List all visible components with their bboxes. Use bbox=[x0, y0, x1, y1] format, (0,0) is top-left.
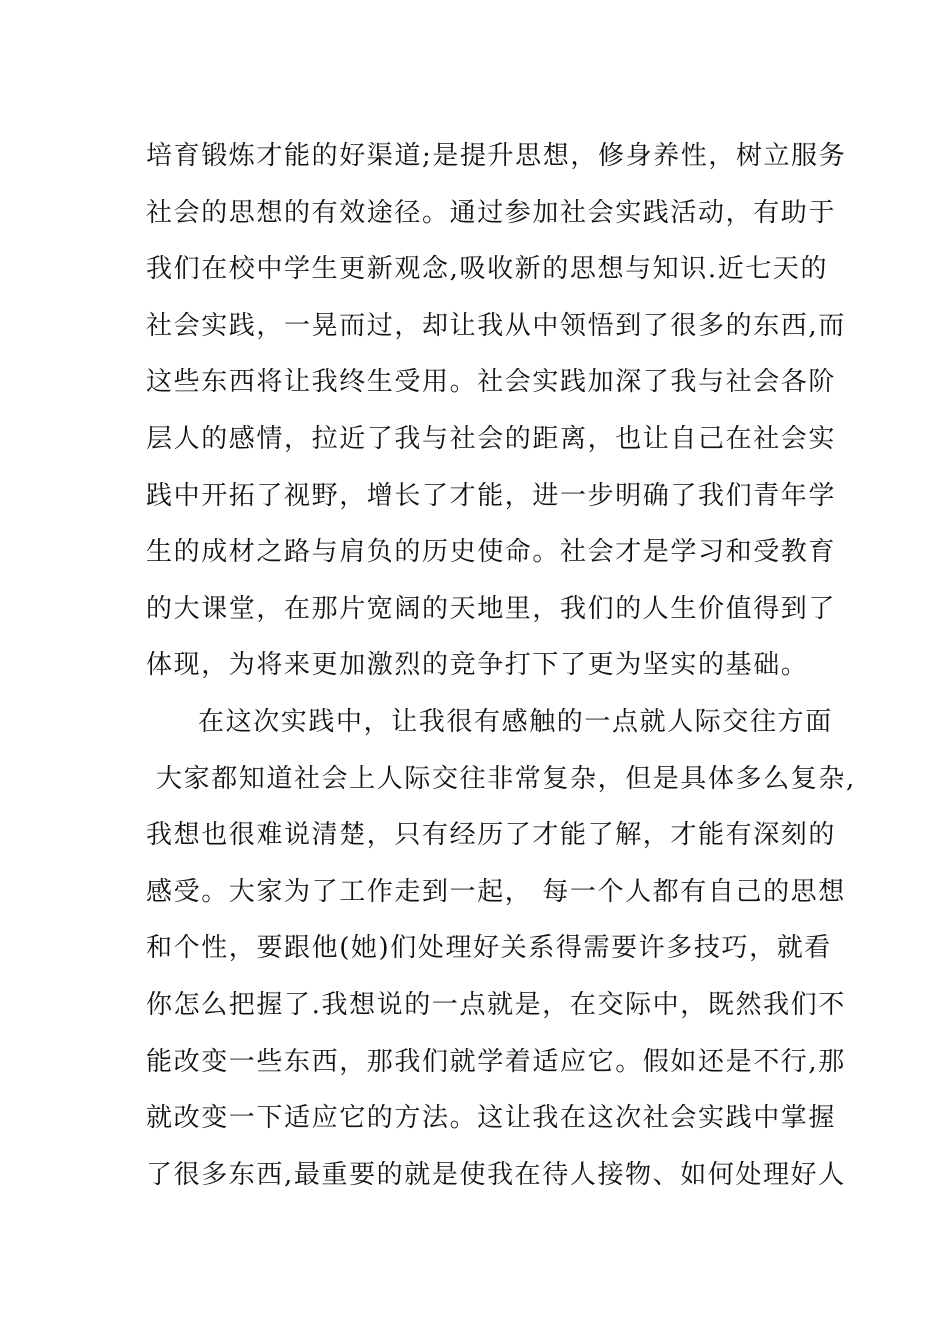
text-line: 体现，为将来更加激烈的竞争打下了更为坚实的基础。 bbox=[146, 650, 809, 681]
text-line: 就改变一下适应它的方法。这让我在这次社会实践中掌握 bbox=[146, 1103, 837, 1134]
text-line: 践中开拓了视野，增长了才能，进一步明确了我们青年学 bbox=[146, 480, 837, 511]
text-line: 我想也很难说清楚，只有经历了才能了解，才能有深刻的 bbox=[146, 820, 837, 851]
body-text bbox=[146, 128, 856, 1203]
paragraph-start-line: 在这次实践中，让我很有感触的一点就人际交往方面 bbox=[198, 706, 833, 737]
text-line: 社会实践，一晃而过，却让我从中领悟到了很多的东西,而 bbox=[146, 310, 846, 341]
text-line: 层人的感情，拉近了我与社会的距离，也让自己在社会实 bbox=[146, 423, 837, 454]
text-line: 培育锻炼才能的好渠道;是提升思想，修身养性，树立服务 bbox=[146, 141, 847, 171]
text-line: 大家都知道社会上人际交往非常复杂，但是具体多么复杂, bbox=[156, 763, 856, 794]
text-line: 能改变一些东西，那我们就学着适应它。假如还是不行,那 bbox=[146, 1046, 846, 1077]
text-line: 生的成材之路与肩负的历史使命。社会才是学习和受教育 bbox=[146, 537, 837, 568]
text-line: 我们在校中学生更新观念,吸收新的思想与知识.近七天的 bbox=[146, 254, 829, 285]
text-line: 了很多东西,最重要的就是使我在待人接物、如何处理好人 bbox=[146, 1159, 846, 1190]
text-line: 这些东西将让我终生受用。社会实践加深了我与社会各阶 bbox=[146, 367, 837, 398]
text-line: 感受。大家为了工作走到一起， 每一个人都有自己的思想 bbox=[146, 876, 846, 907]
text-line: 的大课堂，在那片宽阔的天地里，我们的人生价值得到了 bbox=[146, 593, 837, 624]
text-line: 你怎么把握了.我想说的一点就是，在交际中，既然我们不 bbox=[146, 989, 846, 1020]
text-line: 社会的思想的有效途径。通过参加社会实践活动，有助于 bbox=[146, 197, 837, 228]
text-line: 和个性，要跟他(她)们处理好关系得需要许多技巧，就看 bbox=[146, 933, 832, 964]
